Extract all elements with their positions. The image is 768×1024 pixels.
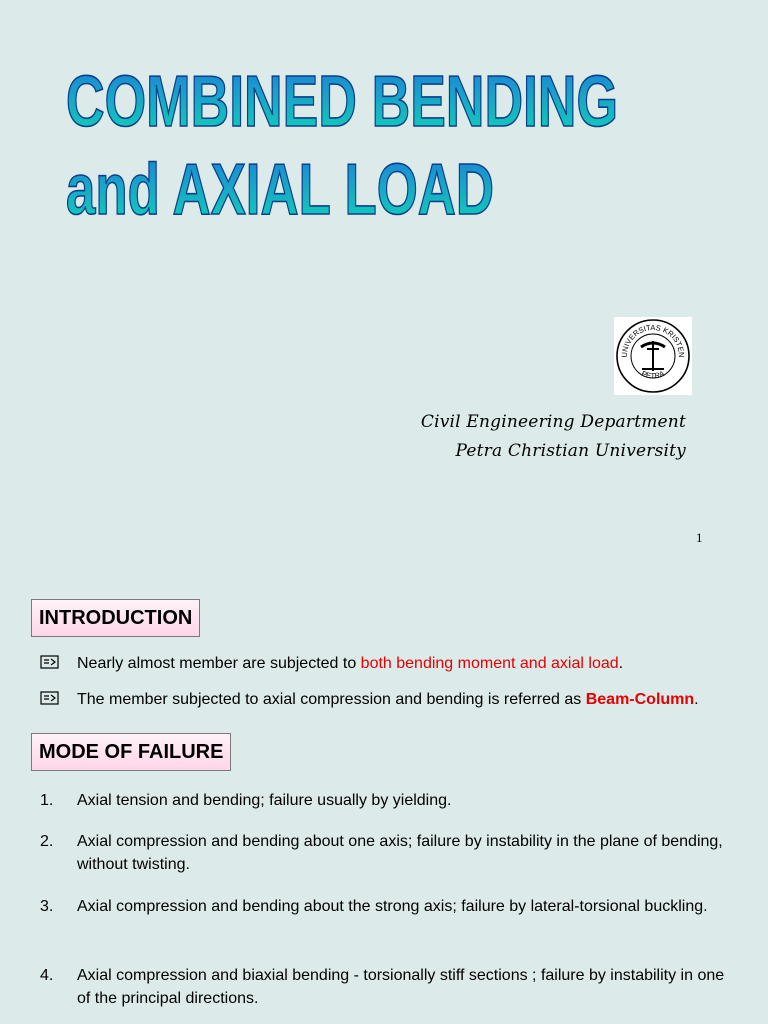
- failure-item-4: 4. Axial compression and biaxial bending - torsionally stiff sections ; failure by instability in one of the principal directions.: [40, 967, 725, 1007]
- note-bullet-icon: [40, 654, 77, 676]
- title-line-1: COMBINED BENDING: [66, 62, 618, 142]
- failure-item-3: 3. Axial compression and bending about the strong axis; failure by lateral-torsional buckling.: [40, 898, 708, 915]
- page-number: 1: [696, 530, 703, 545]
- failure-item-2: 2. Axial compression and bending about one axis; failure by instability in the plane of bending, without twisting.: [40, 833, 723, 873]
- intro-bullet-2: The member subjected to axial compression and bending is referred as Beam-Column.: [40, 690, 699, 712]
- mode-of-failure-heading: MODE OF FAILURE: [31, 733, 231, 771]
- failure-item-1: 1. Axial tension and bending; failure usually by yielding.: [40, 792, 452, 809]
- slide-title: [60, 58, 660, 228]
- intro-bullet-1: Nearly almost member are subjected to both bending moment and axial load.: [40, 654, 623, 676]
- university-name: Petra Christian University: [455, 441, 686, 461]
- introduction-heading: INTRODUCTION: [31, 599, 200, 637]
- note-bullet-icon: [40, 690, 77, 712]
- title-line-2: and AXIAL LOAD: [66, 150, 494, 230]
- university-logo: [614, 317, 692, 395]
- department-info: [421, 408, 686, 466]
- svg-text:UNIVERSITAS KRISTEN: UNIVERSITAS KRISTEN: [619, 322, 687, 358]
- svg-text:PETRA: PETRA: [640, 368, 666, 381]
- department-name: Civil Engineering Department: [420, 412, 686, 432]
